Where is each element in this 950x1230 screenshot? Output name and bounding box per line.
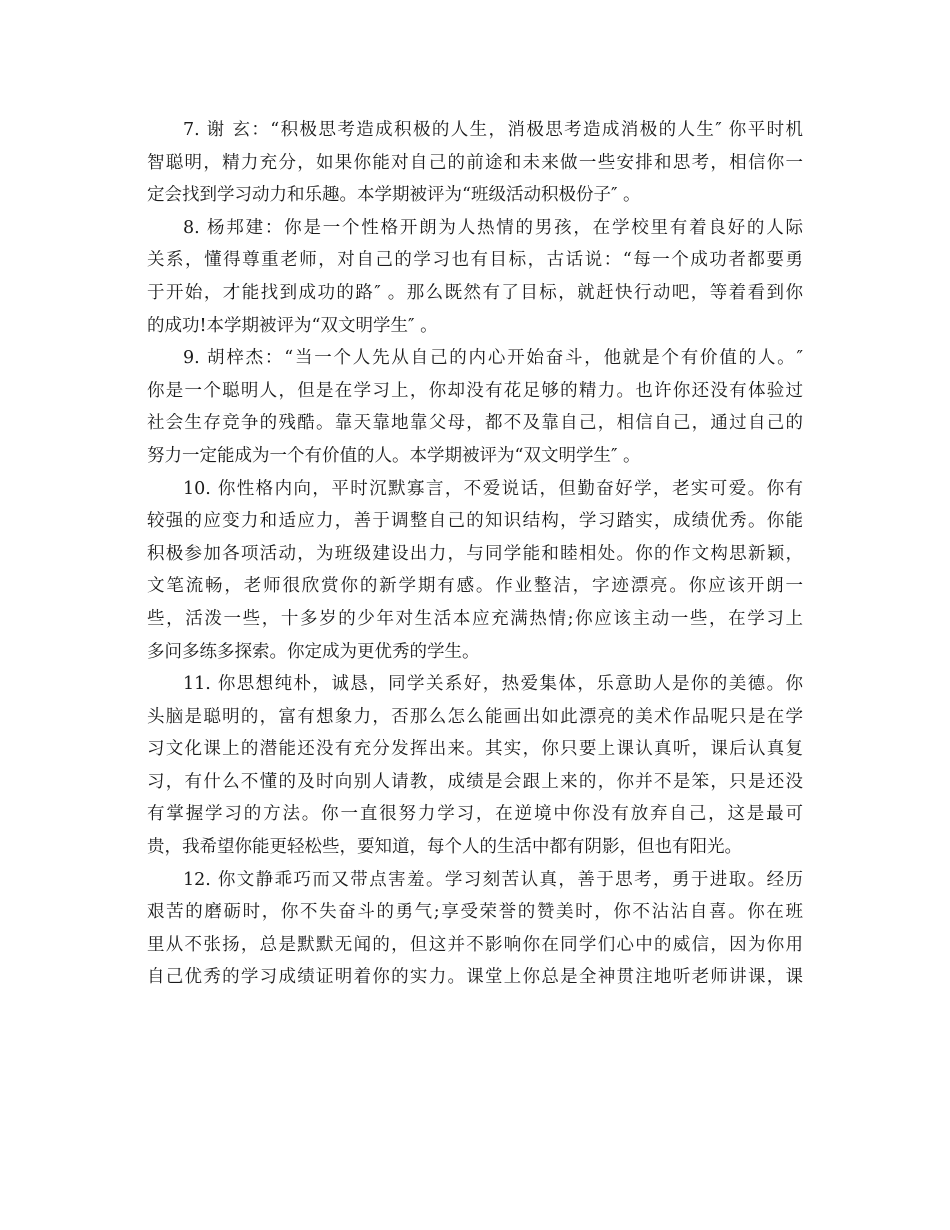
text-line: 贵，我希望你能更轻松些，要知道，每个人的生活中都有阴影，但也有阳光。 [147,837,742,858]
text-line: 社会生存竞争的残酷。靠天靠地靠父母，都不及靠自己，相信自己，通过自己的 [147,413,803,434]
text-line: 的成功!本学期被评为“双文明学生″ 。 [147,315,438,336]
text-line: 努力一定能成为一个有价值的人。本学期被评为“双文明学生″ 。 [147,445,641,466]
text-line: 艰苦的磨砺时，你不失奋斗的勇气;享受荣誉的赞美时，你不沾沾自喜。你在班 [147,902,803,923]
text-line: 里从不张扬，总是默默无闻的，但这并不影响你在同学们心中的威信，因为你用 [147,934,803,955]
text-line: 定会找到学习动力和乐趣。本学期被评为“班级活动积极份子″ 。 [147,185,641,206]
text-line: 8. 杨邦建：你是一个性格开朗为人热情的男孩，在学校里有着良好的人际 [183,217,803,238]
text-line: 积极参加各项活动，为班级建设出力，与同学能和睦相处。你的作文构思新颖， [147,543,803,564]
text-line: 较强的应变力和适应力，善于调整自己的知识结构，学习踏实，成绩优秀。你能 [147,511,803,532]
text-line: 9. 胡梓杰：“当一个人先从自己的内心开始奋斗，他就是个有价值的人。″ [183,348,803,369]
text-line: 10. 你性格内向，平时沉默寡言，不爱说话，但勤奋好学，老实可爱。你有 [183,478,803,499]
text-line: 习文化课上的潜能还没有充分发挥出来。其实，你只要上课认真听，课后认真复 [147,739,803,760]
text-line: 12. 你文静乖巧而又带点害羞。学习刻苦认真，善于思考，勇于进取。经历 [183,869,803,890]
text-line: 11. 你思想纯朴，诚恳，同学关系好，热爱集体，乐意助人是你的美德。你 [183,674,803,695]
text-line: 于开始，才能找到成功的路″ 。那么既然有了目标，就赶快行动吧，等着看到你 [147,282,803,303]
document-body [147,114,803,994]
text-line: 有掌握学习的方法。你一直很努力学习，在逆境中你没有放弃自己，这是最可 [147,804,803,825]
text-line: 关系，懂得尊重老师，对自己的学习也有目标，古话说：“每一个成功者都要勇 [147,250,803,271]
text-line: 头脑是聪明的，富有想象力，否那么怎么能画出如此漂亮的美术作品呢只是在学 [147,706,803,727]
text-line: 习，有什么不懂的及时向别人请教，成绩是会跟上来的，你并不是笨，只是还没 [147,771,803,792]
text-line: 7. 谢 玄：“积极思考造成积极的人生，消极思考造成消极的人生″ 你平时机 [183,120,803,140]
text-line: 些，活泼一些，十多岁的少年对生活本应充满热情;你应该主动一些，在学习上 [147,608,803,629]
text-line: 智聪明，精力充分，如果你能对自己的前途和未来做一些安排和思考，相信你一 [147,152,803,173]
text-line: 自己优秀的学习成绩证明着你的实力。课堂上你总是全神贯注地听老师讲课，课 [147,967,803,988]
text-line: 你是一个聪明人，但是在学习上，你却没有花足够的精力。也许你还没有体验过 [147,380,803,401]
text-line: 多问多练多探索。你定成为更优秀的学生。 [147,641,480,662]
text-line: 文笔流畅，老师很欣赏你的新学期有感。作业整洁，字迹漂亮。你应该开朗一 [147,576,803,597]
